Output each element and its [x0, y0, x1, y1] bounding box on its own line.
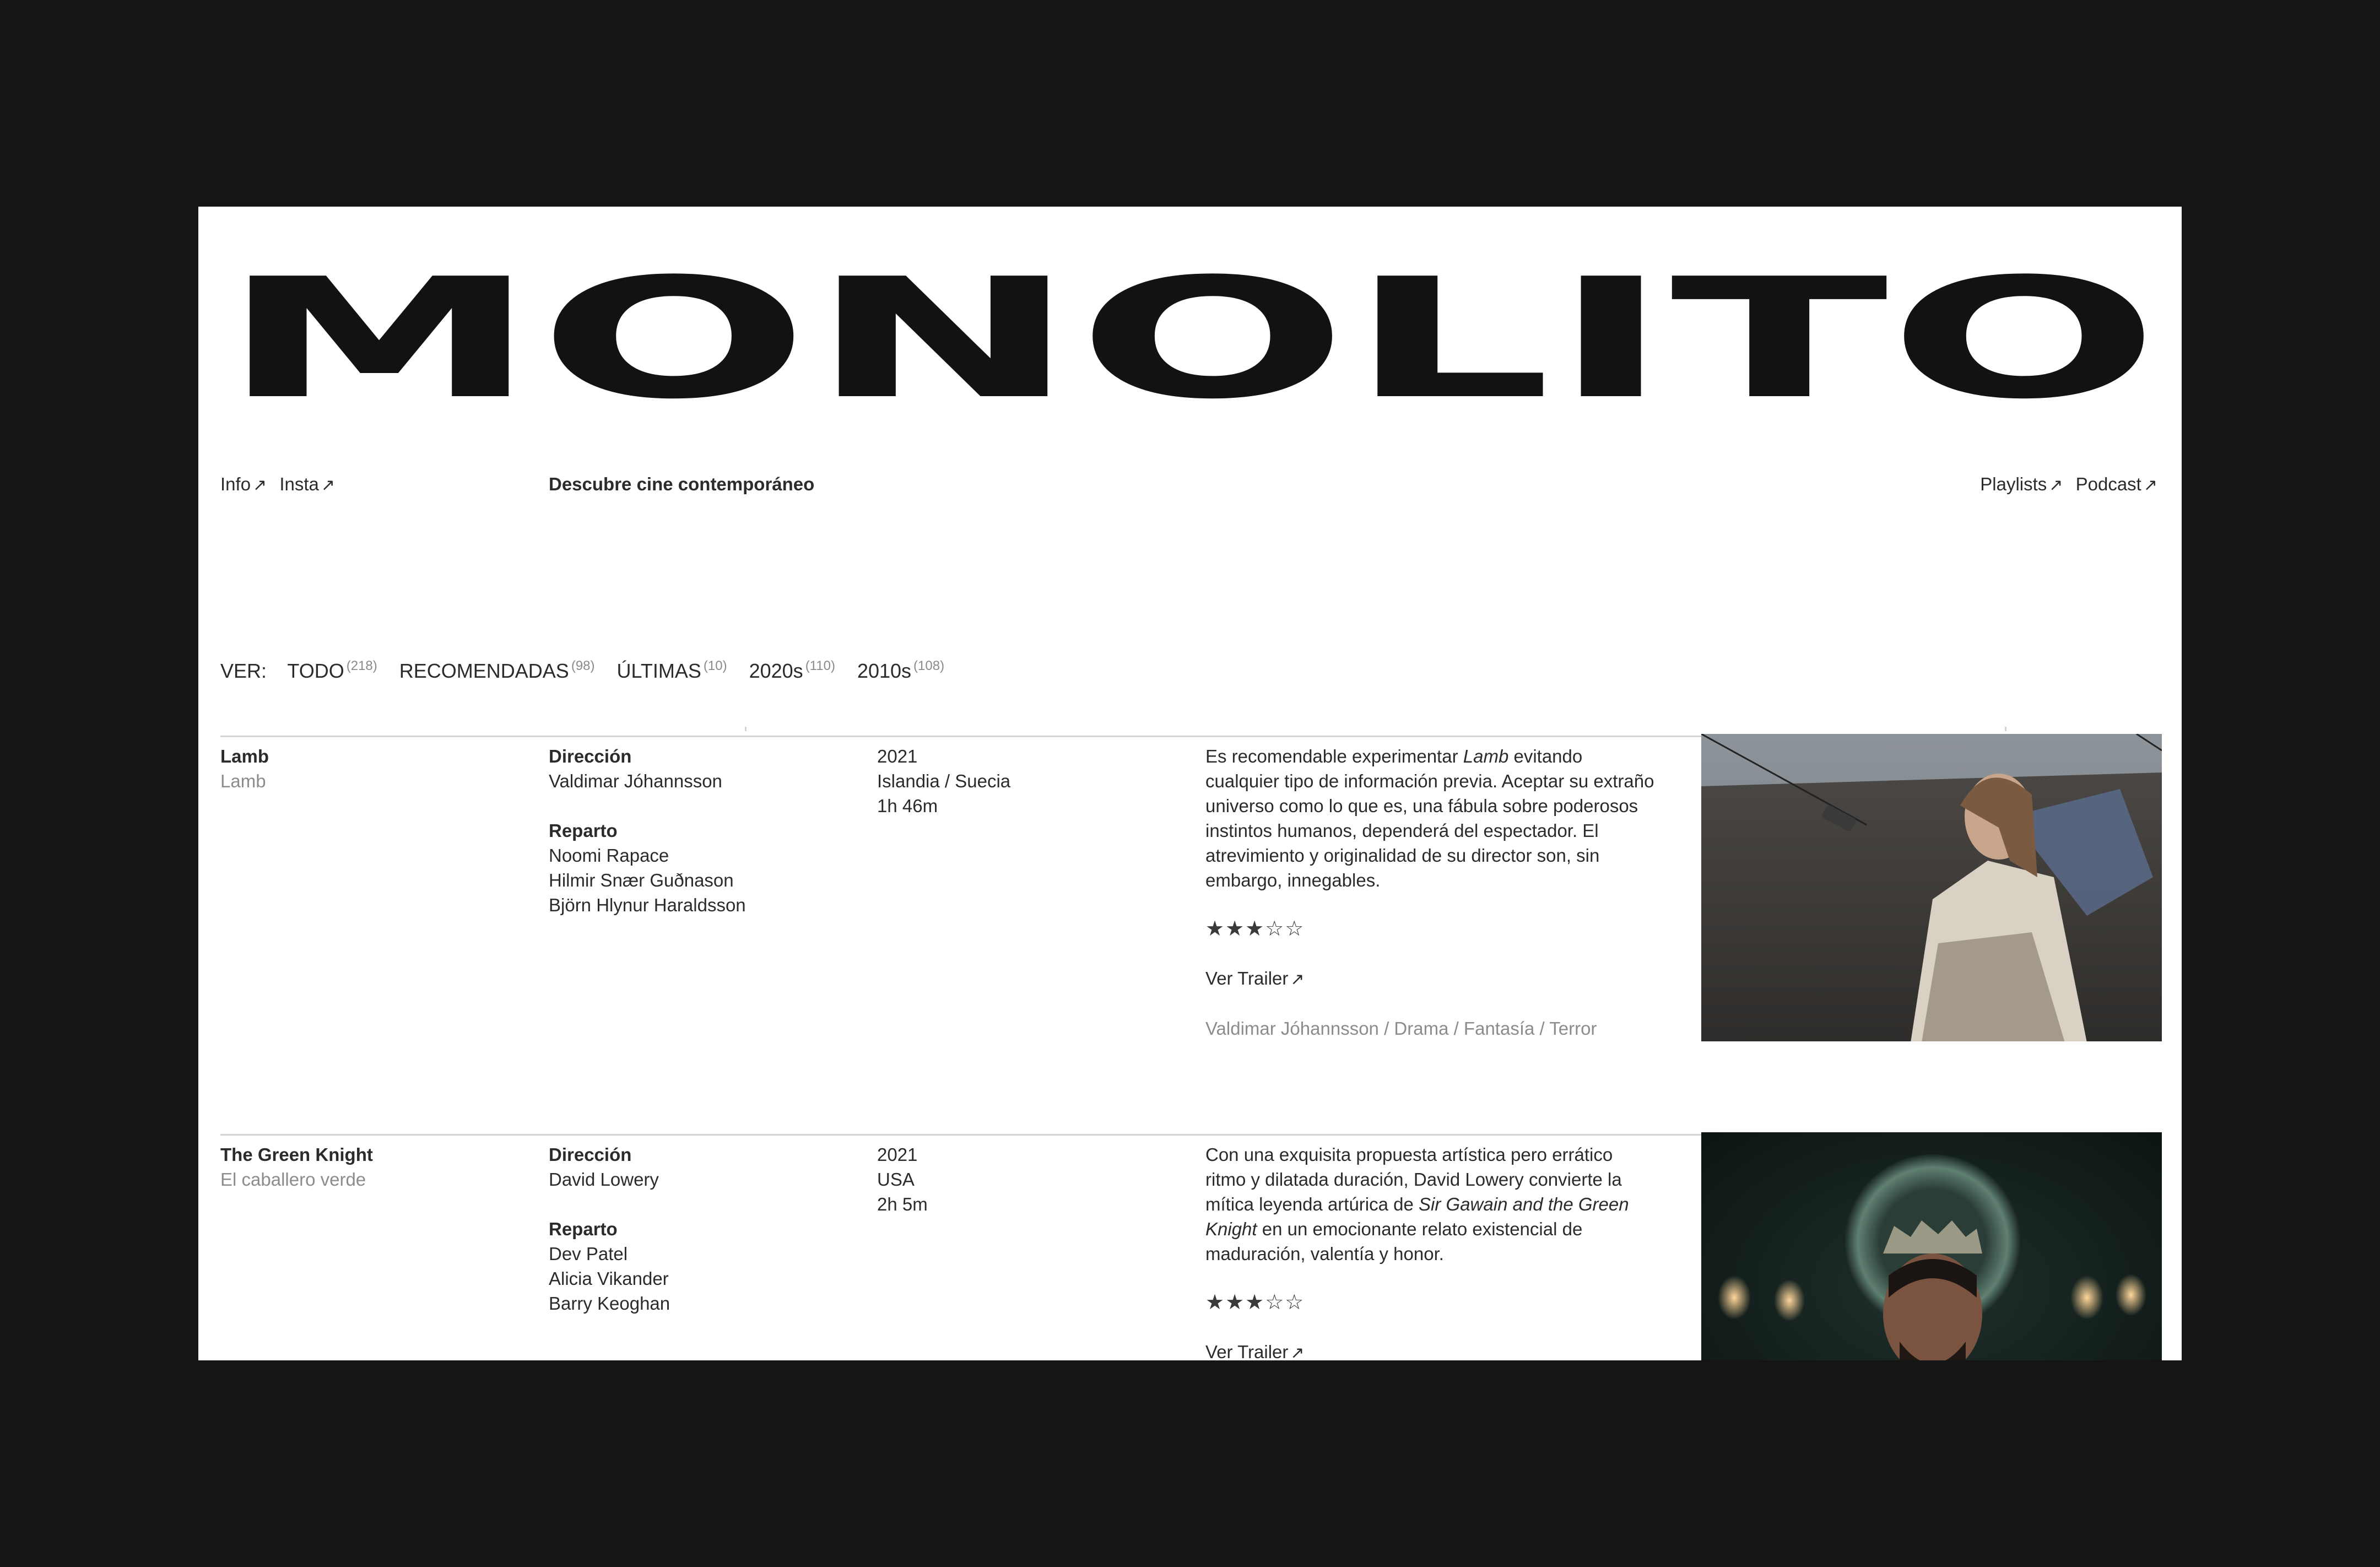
nav-link-info[interactable]: Info ↗: [220, 474, 267, 494]
filter-bar: [220, 658, 961, 683]
direction-label: Dirección: [549, 746, 632, 766]
film-meta: [877, 1142, 1186, 1217]
film-title[interactable]: Lamb: [220, 746, 269, 766]
film-year: 2021: [877, 1144, 918, 1165]
rating-stars: ★★★☆☆: [1205, 1291, 1305, 1314]
film-still-lamb[interactable]: [1701, 734, 2162, 1041]
filter-count: (98): [571, 658, 595, 673]
nav-link-playlists[interactable]: Playlists ↗: [1980, 474, 2063, 494]
nav-right: [1972, 474, 2157, 495]
arrow-up-right-icon: ↗: [2143, 476, 2157, 494]
nav-link-podcast[interactable]: Podcast ↗: [2075, 474, 2157, 494]
arrow-up-right-icon: ↗: [253, 476, 267, 494]
filter-count: (108): [913, 658, 945, 673]
filter-2020s[interactable]: 2020s $^{(110)}$: [749, 658, 835, 682]
filter-count: (110): [805, 658, 835, 673]
filter-recomendadas[interactable]: RECOMENDADAS $^{(98)}$: [399, 658, 595, 682]
cast-member: Dev Patel: [549, 1244, 628, 1264]
film-credits: [549, 744, 857, 917]
trailer-link[interactable]: Ver Trailer ↗: [1205, 968, 1305, 988]
arrow-up-right-icon: ↗: [1290, 970, 1305, 988]
divider-tick: [2005, 727, 2006, 731]
cast-label: Reparto: [549, 1219, 618, 1239]
arrow-up-right-icon: ↗: [1290, 1344, 1305, 1360]
cast-member: Noomi Rapace: [549, 845, 669, 866]
cast-label: Reparto: [549, 820, 618, 841]
divider-tick: [745, 727, 747, 731]
arrow-up-right-icon: ↗: [2049, 476, 2063, 494]
film-title[interactable]: The Green Knight: [220, 1144, 373, 1165]
arrow-up-right-icon: ↗: [321, 476, 336, 494]
filter-count: (218): [346, 658, 377, 673]
filter-todo[interactable]: TODO $^{(218)}$: [287, 658, 377, 682]
filter-count: (10): [703, 658, 727, 673]
director-name: Valdimar Jóhannsson: [549, 771, 722, 791]
film-local-title: Lamb: [220, 771, 266, 791]
cast-member: Björn Hlynur Haraldsson: [549, 895, 746, 915]
film-row-green-knight: [220, 1142, 2160, 1360]
nav-left: [220, 474, 343, 495]
filter-2010s[interactable]: 2010s $^{(108)}$: [857, 658, 945, 682]
tagline: Descubre cine contemporáneo: [549, 474, 815, 494]
filter-label: VER:: [220, 660, 267, 682]
film-duration: 1h 46m: [877, 796, 938, 816]
film-titles: [220, 744, 529, 793]
cast-member: Hilmir Snær Guðnason: [549, 870, 734, 890]
film-country: Islandia / Suecia: [877, 771, 1011, 791]
film-row-lamb: [220, 744, 2160, 1130]
film-country: USA: [877, 1169, 915, 1190]
film-tags: Valdimar Jóhannsson / Drama / Fantasía / Terror: [1205, 1018, 1597, 1039]
monolito-logo[interactable]: [220, 231, 2160, 413]
film-meta: [877, 744, 1186, 818]
film-duration: 2h 5m: [877, 1194, 928, 1214]
cast-member: Barry Keoghan: [549, 1293, 670, 1314]
film-titles: [220, 1142, 529, 1192]
trailer-link[interactable]: Ver Trailer ↗: [1205, 1339, 1657, 1360]
film-review: Es recomendable experimentar Lamb evitando cualquier tipo de información previa. Aceptar su extraño universo como lo que es, una fábula sobre poderosos instintos humanos, dependerá del espectador. El atrevimiento y originalidad de su director son, sin embargo, innegables.: [1205, 746, 1654, 890]
film-review-block: [1205, 744, 1657, 1041]
film-still-green-knight[interactable]: [1701, 1132, 2162, 1360]
film-review: Con una exquisita propuesta artística pero errático ritmo y dilatada duración, David Lowery convierte la mítica leyenda artúrica de Sir Gawain and the Green Knight en un emocionante relato existencial de maduración, valentía y honor.: [1205, 1144, 1629, 1264]
film-local-title: El caballero verde: [220, 1169, 366, 1190]
filter-ultimas[interactable]: ÚLTIMAS $^{(10)}$: [616, 658, 727, 682]
cast-member: Alicia Vikander: [549, 1268, 669, 1289]
film-year: 2021: [877, 746, 918, 766]
direction-label: Dirección: [549, 1144, 632, 1165]
director-name: David Lowery: [549, 1169, 659, 1190]
page: [198, 207, 2182, 1360]
film-credits: [549, 1142, 857, 1316]
svg-text:MONOLITO: MONOLITO: [220, 243, 2160, 413]
film-review-block: [1205, 1142, 1657, 1360]
rating-stars: ★★★☆☆: [1205, 917, 1305, 941]
nav-link-insta[interactable]: Insta ↗: [279, 474, 336, 494]
